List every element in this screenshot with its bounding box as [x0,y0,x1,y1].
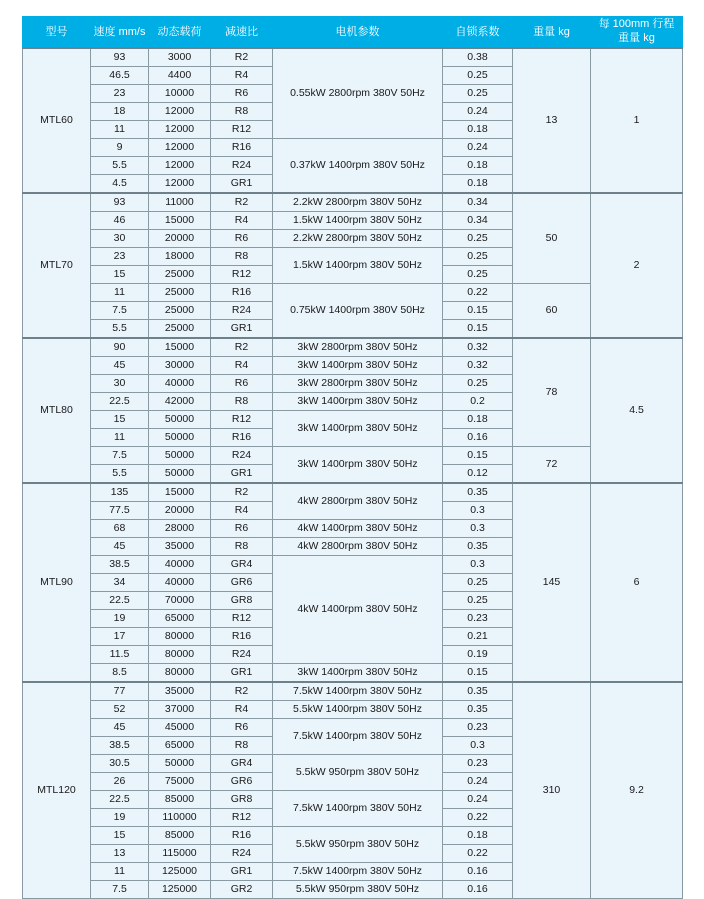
cell-ratio: R8 [211,393,273,411]
cell-ratio: GR1 [211,465,273,484]
cell-speed: 19 [91,809,149,827]
cell-self-lock-factor: 0.35 [443,682,513,701]
cell-speed: 93 [91,48,149,67]
cell-load: 30000 [149,357,211,375]
cell-self-lock-factor: 0.3 [443,520,513,538]
cell-self-lock-factor: 0.34 [443,212,513,230]
cell-load: 65000 [149,737,211,755]
cell-weight-per-100mm: 1 [591,48,683,193]
cell-self-lock-factor: 0.22 [443,845,513,863]
table-header [23,17,683,49]
cell-speed: 11 [91,863,149,881]
spec-row [23,193,683,212]
cell-self-lock-factor: 0.35 [443,701,513,719]
cell-load: 25000 [149,302,211,320]
cell-self-lock-factor: 0.23 [443,755,513,773]
cell-ratio: R12 [211,121,273,139]
cell-load: 25000 [149,266,211,284]
cell-motor-parameters: 4kW 2800rpm 380V 50Hz [273,538,443,556]
cell-ratio: R6 [211,375,273,393]
cell-ratio: R16 [211,139,273,157]
cell-load: 125000 [149,863,211,881]
cell-ratio: GR8 [211,592,273,610]
cell-self-lock-factor: 0.23 [443,719,513,737]
cell-self-lock-factor: 0.25 [443,375,513,393]
cell-speed: 15 [91,266,149,284]
cell-motor-parameters: 3kW 1400rpm 380V 50Hz [273,447,443,484]
cell-load: 37000 [149,701,211,719]
cell-self-lock-factor: 0.25 [443,248,513,266]
cell-weight: 145 [513,483,591,682]
cell-ratio: R24 [211,447,273,465]
cell-speed: 22.5 [91,791,149,809]
cell-speed: 45 [91,719,149,737]
cell-ratio: GR1 [211,175,273,194]
cell-ratio: R2 [211,682,273,701]
cell-weight: 50 [513,193,591,284]
cell-speed: 46.5 [91,67,149,85]
cell-self-lock-factor: 0.24 [443,103,513,121]
cell-speed: 77 [91,682,149,701]
cell-self-lock-factor: 0.24 [443,773,513,791]
cell-ratio: R2 [211,193,273,212]
cell-motor-parameters: 5.5kW 1400rpm 380V 50Hz [273,701,443,719]
cell-speed: 7.5 [91,302,149,320]
cell-load: 65000 [149,610,211,628]
cell-self-lock-factor: 0.12 [443,465,513,484]
model-name-cell: MTL70 [23,193,91,338]
cell-load: 12000 [149,121,211,139]
cell-load: 50000 [149,411,211,429]
cell-speed: 30 [91,375,149,393]
cell-speed: 11 [91,429,149,447]
cell-ratio: R8 [211,103,273,121]
cell-ratio: GR6 [211,574,273,592]
cell-self-lock-factor: 0.21 [443,628,513,646]
cell-load: 10000 [149,85,211,103]
cell-weight-per-100mm: 6 [591,483,683,682]
cell-speed: 45 [91,357,149,375]
cell-ratio: R2 [211,483,273,502]
cell-speed: 38.5 [91,556,149,574]
cell-load: 50000 [149,755,211,773]
cell-speed: 5.5 [91,157,149,175]
cell-self-lock-factor: 0.15 [443,664,513,683]
cell-load: 50000 [149,447,211,465]
table-body [23,48,683,899]
cell-motor-parameters: 3kW 1400rpm 380V 50Hz [273,664,443,683]
cell-load: 15000 [149,212,211,230]
column-header-self-lock-factor: 自锁系数 [443,17,513,49]
cell-motor-parameters: 0.37kW 1400rpm 380V 50Hz [273,139,443,194]
cell-speed: 34 [91,574,149,592]
cell-load: 20000 [149,502,211,520]
cell-ratio: R12 [211,809,273,827]
header-row [23,17,683,49]
cell-ratio: R6 [211,719,273,737]
cell-speed: 7.5 [91,881,149,899]
cell-load: 80000 [149,646,211,664]
cell-ratio: GR2 [211,881,273,899]
cell-ratio: R8 [211,248,273,266]
actuator-specification-table [22,16,683,899]
spec-row [23,338,683,357]
cell-ratio: R4 [211,357,273,375]
cell-self-lock-factor: 0.22 [443,809,513,827]
cell-ratio: R4 [211,212,273,230]
cell-ratio: R6 [211,85,273,103]
cell-motor-parameters: 1.5kW 1400rpm 380V 50Hz [273,248,443,284]
cell-motor-parameters: 1.5kW 1400rpm 380V 50Hz [273,212,443,230]
cell-ratio: R4 [211,67,273,85]
cell-load: 18000 [149,248,211,266]
cell-load: 45000 [149,719,211,737]
cell-self-lock-factor: 0.34 [443,193,513,212]
column-header-speed: 速度 mm/s [91,17,149,49]
column-header-reduction-ratio: 减速比 [211,17,273,49]
cell-speed: 11.5 [91,646,149,664]
cell-motor-parameters: 2.2kW 2800rpm 380V 50Hz [273,193,443,212]
cell-weight-per-100mm: 4.5 [591,338,683,483]
cell-motor-parameters: 4kW 1400rpm 380V 50Hz [273,520,443,538]
cell-speed: 23 [91,85,149,103]
cell-ratio: R16 [211,429,273,447]
cell-speed: 30 [91,230,149,248]
cell-speed: 4.5 [91,175,149,194]
cell-load: 85000 [149,827,211,845]
cell-load: 12000 [149,175,211,194]
cell-self-lock-factor: 0.3 [443,737,513,755]
cell-motor-parameters: 7.5kW 1400rpm 380V 50Hz [273,682,443,701]
cell-ratio: R12 [211,266,273,284]
column-header-weight: 重量 kg [513,17,591,49]
cell-speed: 30.5 [91,755,149,773]
cell-ratio: GR4 [211,755,273,773]
cell-ratio: R24 [211,845,273,863]
cell-self-lock-factor: 0.38 [443,48,513,67]
cell-speed: 19 [91,610,149,628]
cell-ratio: R8 [211,538,273,556]
cell-load: 80000 [149,664,211,683]
cell-speed: 38.5 [91,737,149,755]
cell-motor-parameters: 4kW 2800rpm 380V 50Hz [273,483,443,520]
cell-load: 12000 [149,139,211,157]
model-name-cell: MTL80 [23,338,91,483]
cell-self-lock-factor: 0.23 [443,610,513,628]
cell-self-lock-factor: 0.25 [443,85,513,103]
spec-row [23,483,683,502]
cell-load: 50000 [149,465,211,484]
cell-load: 25000 [149,320,211,339]
cell-ratio: R16 [211,628,273,646]
cell-speed: 5.5 [91,320,149,339]
cell-load: 80000 [149,628,211,646]
cell-ratio: R2 [211,48,273,67]
cell-self-lock-factor: 0.35 [443,483,513,502]
cell-ratio: GR1 [211,863,273,881]
cell-motor-parameters: 7.5kW 1400rpm 380V 50Hz [273,719,443,755]
cell-speed: 93 [91,193,149,212]
cell-weight: 72 [513,447,591,484]
cell-self-lock-factor: 0.3 [443,556,513,574]
cell-load: 11000 [149,193,211,212]
cell-motor-parameters: 5.5kW 950rpm 380V 50Hz [273,881,443,899]
cell-ratio: R4 [211,701,273,719]
cell-self-lock-factor: 0.32 [443,357,513,375]
cell-load: 25000 [149,284,211,302]
model-name-cell: MTL60 [23,48,91,193]
cell-load: 3000 [149,48,211,67]
cell-motor-parameters: 2.2kW 2800rpm 380V 50Hz [273,230,443,248]
cell-load: 125000 [149,881,211,899]
cell-weight: 60 [513,284,591,339]
cell-ratio: R16 [211,827,273,845]
cell-speed: 8.5 [91,664,149,683]
cell-speed: 22.5 [91,393,149,411]
cell-motor-parameters: 4kW 1400rpm 380V 50Hz [273,556,443,664]
cell-load: 20000 [149,230,211,248]
cell-self-lock-factor: 0.25 [443,266,513,284]
cell-weight-per-100mm: 2 [591,193,683,338]
cell-self-lock-factor: 0.24 [443,139,513,157]
cell-speed: 13 [91,845,149,863]
cell-speed: 68 [91,520,149,538]
cell-motor-parameters: 3kW 1400rpm 380V 50Hz [273,357,443,375]
cell-ratio: R12 [211,411,273,429]
column-header-weight-per-100mm-line1: 每 100mm 行程 [598,18,675,31]
column-header-model: 型号 [23,17,91,49]
cell-speed: 90 [91,338,149,357]
cell-speed: 17 [91,628,149,646]
cell-weight-per-100mm: 9.2 [591,682,683,899]
cell-speed: 52 [91,701,149,719]
cell-ratio: GR4 [211,556,273,574]
cell-speed: 11 [91,121,149,139]
cell-load: 110000 [149,809,211,827]
cell-load: 4400 [149,67,211,85]
cell-motor-parameters: 7.5kW 1400rpm 380V 50Hz [273,863,443,881]
cell-load: 12000 [149,157,211,175]
cell-self-lock-factor: 0.3 [443,502,513,520]
cell-load: 40000 [149,375,211,393]
cell-ratio: R16 [211,284,273,302]
cell-speed: 7.5 [91,447,149,465]
cell-load: 42000 [149,393,211,411]
column-header-dynamic-load: 动态载荷 [149,17,211,49]
cell-self-lock-factor: 0.18 [443,827,513,845]
cell-weight: 310 [513,682,591,899]
model-name-cell: MTL90 [23,483,91,682]
cell-self-lock-factor: 0.18 [443,175,513,194]
cell-ratio: GR1 [211,320,273,339]
cell-ratio: R24 [211,646,273,664]
column-header-weight-per-100mm-line2: 重量 kg [618,32,655,44]
cell-load: 40000 [149,556,211,574]
cell-speed: 26 [91,773,149,791]
cell-ratio: GR8 [211,791,273,809]
column-header-motor-parameters: 电机参数 [273,17,443,49]
cell-load: 40000 [149,574,211,592]
cell-self-lock-factor: 0.18 [443,157,513,175]
cell-load: 15000 [149,483,211,502]
cell-load: 85000 [149,791,211,809]
cell-self-lock-factor: 0.25 [443,574,513,592]
specification-table-container [22,16,682,899]
cell-motor-parameters: 5.5kW 950rpm 380V 50Hz [273,755,443,791]
spec-row [23,682,683,701]
cell-self-lock-factor: 0.25 [443,230,513,248]
cell-ratio: R8 [211,737,273,755]
cell-motor-parameters: 3kW 2800rpm 380V 50Hz [273,338,443,357]
cell-self-lock-factor: 0.15 [443,302,513,320]
cell-self-lock-factor: 0.32 [443,338,513,357]
cell-self-lock-factor: 0.16 [443,863,513,881]
cell-speed: 5.5 [91,465,149,484]
cell-speed: 18 [91,103,149,121]
cell-speed: 77.5 [91,502,149,520]
spec-row [23,284,683,302]
cell-speed: 135 [91,483,149,502]
cell-self-lock-factor: 0.2 [443,393,513,411]
cell-speed: 46 [91,212,149,230]
cell-load: 50000 [149,429,211,447]
cell-self-lock-factor: 0.25 [443,592,513,610]
spec-row [23,447,683,465]
cell-load: 35000 [149,538,211,556]
cell-ratio: GR1 [211,664,273,683]
cell-self-lock-factor: 0.18 [443,411,513,429]
model-name-cell: MTL120 [23,682,91,899]
cell-motor-parameters: 3kW 1400rpm 380V 50Hz [273,411,443,447]
cell-load: 75000 [149,773,211,791]
cell-self-lock-factor: 0.25 [443,67,513,85]
cell-motor-parameters: 3kW 1400rpm 380V 50Hz [273,393,443,411]
cell-speed: 23 [91,248,149,266]
cell-load: 15000 [149,338,211,357]
cell-weight: 78 [513,338,591,447]
cell-weight: 13 [513,48,591,193]
cell-motor-parameters: 3kW 2800rpm 380V 50Hz [273,375,443,393]
cell-self-lock-factor: 0.24 [443,791,513,809]
cell-speed: 15 [91,411,149,429]
cell-ratio: R6 [211,230,273,248]
cell-self-lock-factor: 0.22 [443,284,513,302]
cell-speed: 9 [91,139,149,157]
cell-load: 70000 [149,592,211,610]
cell-speed: 45 [91,538,149,556]
cell-speed: 15 [91,827,149,845]
cell-motor-parameters: 7.5kW 1400rpm 380V 50Hz [273,791,443,827]
cell-ratio: R6 [211,520,273,538]
cell-motor-parameters: 0.55kW 2800rpm 380V 50Hz [273,48,443,139]
cell-load: 28000 [149,520,211,538]
cell-self-lock-factor: 0.15 [443,447,513,465]
cell-speed: 22.5 [91,592,149,610]
cell-self-lock-factor: 0.15 [443,320,513,339]
cell-ratio: R2 [211,338,273,357]
cell-load: 12000 [149,103,211,121]
cell-motor-parameters: 5.5kW 950rpm 380V 50Hz [273,827,443,863]
cell-motor-parameters: 0.75kW 1400rpm 380V 50Hz [273,284,443,339]
cell-self-lock-factor: 0.16 [443,429,513,447]
cell-load: 115000 [149,845,211,863]
cell-self-lock-factor: 0.35 [443,538,513,556]
cell-speed: 11 [91,284,149,302]
cell-load: 35000 [149,682,211,701]
cell-self-lock-factor: 0.18 [443,121,513,139]
cell-self-lock-factor: 0.19 [443,646,513,664]
spec-row [23,48,683,67]
cell-ratio: R4 [211,502,273,520]
column-header-weight-per-100mm [591,17,683,49]
cell-ratio: GR6 [211,773,273,791]
cell-ratio: R24 [211,157,273,175]
cell-ratio: R24 [211,302,273,320]
cell-self-lock-factor: 0.16 [443,881,513,899]
cell-ratio: R12 [211,610,273,628]
